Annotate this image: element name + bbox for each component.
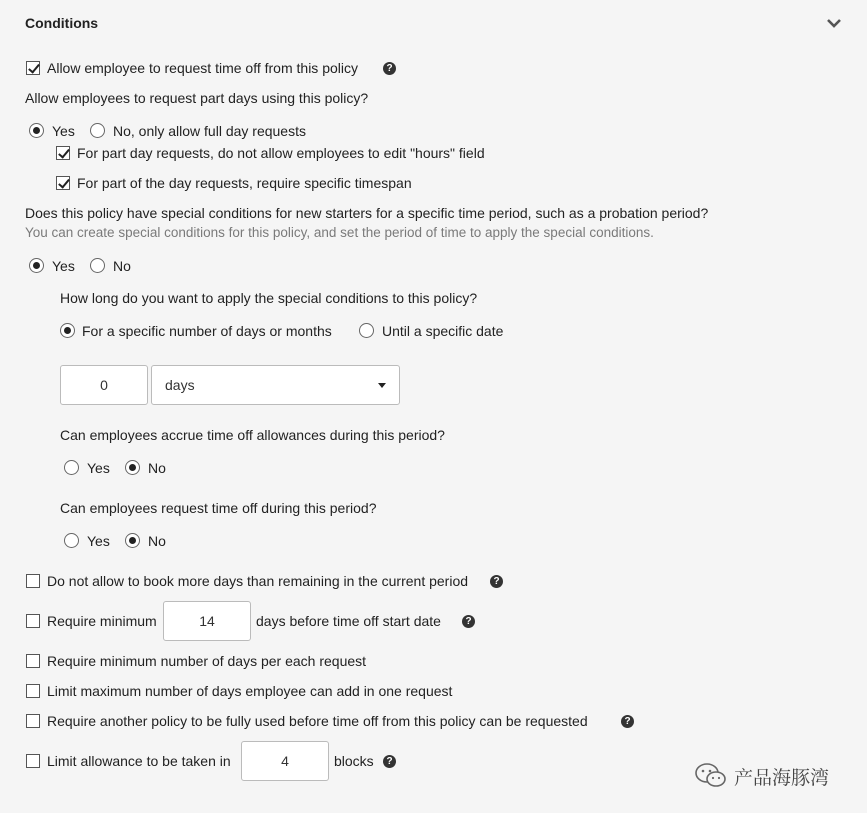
part-day-timespan-checkbox[interactable] <box>56 176 70 190</box>
new-starters-hint: You can create special conditions for this policy, and set the period of time to apply the special conditions. <box>25 225 654 240</box>
section-title: Conditions <box>25 15 99 31</box>
limit-allowance-input[interactable]: 4 <box>241 741 329 781</box>
limit-allowance-label: Limit allowance to be taken in <box>47 753 231 769</box>
new-starters-no-label: No <box>113 258 131 274</box>
require-minimum-label: Require minimum <box>47 613 157 629</box>
allow-request-checkbox[interactable] <box>26 61 40 75</box>
help-icon[interactable]: ? <box>383 755 396 768</box>
request-yes-radio[interactable] <box>64 533 79 548</box>
part-days-yes-label: Yes <box>52 123 75 139</box>
chevron-down-icon[interactable] <box>826 17 842 29</box>
part-days-question: Allow employees to request part days using this policy? <box>25 90 369 106</box>
max-days-label: Limit maximum number of days employee can add in one request <box>47 683 453 699</box>
no-more-days-label: Do not allow to book more days than remaining in the current period <box>47 573 469 589</box>
part-days-no-label: No, only allow full day requests <box>113 123 306 139</box>
require-minimum-suffix: days before time off start date <box>256 613 441 629</box>
accrue-yes-label: Yes <box>87 460 110 476</box>
accrue-question: Can employees accrue time off allowances during this period? <box>60 427 445 443</box>
new-starters-yes-radio[interactable] <box>29 258 44 273</box>
help-icon[interactable]: ? <box>621 715 634 728</box>
help-icon[interactable]: ? <box>490 575 503 588</box>
require-minimum-input[interactable]: 14 <box>163 601 251 641</box>
part-day-hours-label: For part day requests, do not allow employees to edit "hours" field <box>77 145 485 161</box>
another-policy-checkbox[interactable] <box>26 714 40 728</box>
caret-down-icon <box>378 383 386 388</box>
specific-date-label: Until a specific date <box>382 323 504 339</box>
wechat-icon <box>694 762 728 788</box>
specific-date-radio[interactable] <box>359 323 374 338</box>
limit-allowance-checkbox[interactable] <box>26 754 40 768</box>
unit-select-value: days <box>165 377 195 393</box>
allow-request-label: Allow employee to request time off from this policy <box>47 60 358 76</box>
part-days-yes-radio[interactable] <box>29 123 44 138</box>
min-days-label: Require minimum number of days per each request <box>47 653 367 669</box>
part-day-timespan-label: For part of the day requests, require specific timespan <box>77 175 412 191</box>
new-starters-question: Does this policy have special conditions for new starters for a specific time period, such as a probation period? <box>25 205 709 221</box>
part-day-hours-checkbox[interactable] <box>56 146 70 160</box>
max-days-checkbox[interactable] <box>26 684 40 698</box>
accrue-yes-radio[interactable] <box>64 460 79 475</box>
another-policy-label: Require another policy to be fully used before time off from this policy can be requested <box>47 713 588 729</box>
part-days-no-radio[interactable] <box>90 123 105 138</box>
help-icon[interactable]: ? <box>383 62 396 75</box>
days-count-input[interactable]: 0 <box>60 365 148 405</box>
request-no-radio[interactable] <box>125 533 140 548</box>
specific-days-label: For a specific number of days or months <box>82 323 332 339</box>
require-minimum-checkbox[interactable] <box>26 614 40 628</box>
request-question: Can employees request time off during this period? <box>60 500 377 516</box>
request-no-label: No <box>148 533 166 549</box>
new-starters-no-radio[interactable] <box>90 258 105 273</box>
accrue-no-label: No <box>148 460 166 476</box>
min-days-checkbox[interactable] <box>26 654 40 668</box>
how-long-question: How long do you want to apply the special conditions to this policy? <box>60 290 478 306</box>
help-icon[interactable]: ? <box>462 615 475 628</box>
accrue-no-radio[interactable] <box>125 460 140 475</box>
unit-select[interactable] <box>151 365 400 405</box>
request-yes-label: Yes <box>87 533 110 549</box>
limit-allowance-suffix: blocks <box>334 753 374 769</box>
no-more-days-checkbox[interactable] <box>26 574 40 588</box>
specific-days-radio[interactable] <box>60 323 75 338</box>
new-starters-yes-label: Yes <box>52 258 75 274</box>
watermark-text: 产品海豚湾 <box>734 767 830 789</box>
